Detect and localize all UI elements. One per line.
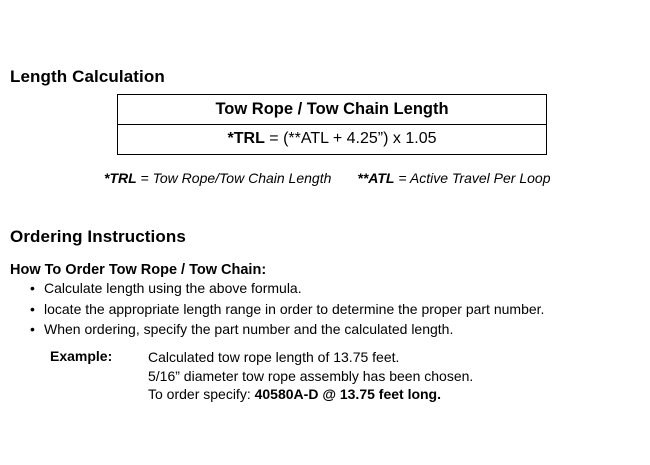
formula-table-header-row bbox=[118, 95, 547, 125]
length-calculation-heading: Length Calculation bbox=[10, 67, 165, 87]
ordering-instructions-heading: Ordering Instructions bbox=[10, 227, 186, 247]
formula-table bbox=[117, 94, 547, 155]
example-label: Example: bbox=[50, 348, 113, 364]
example-body bbox=[148, 348, 473, 404]
list-item: • When ordering, specify the part number and the calculated length. bbox=[30, 321, 630, 338]
list-item: • Calculate length using the above formula. bbox=[30, 280, 630, 297]
example-line-1: Calculated tow rope length of 13.75 feet. bbox=[148, 349, 400, 365]
formula-legend bbox=[104, 170, 614, 186]
example-line-2: 5/16” diameter tow rope assembly has been chosen. bbox=[148, 367, 474, 384]
formula-table-title: Tow Rope / Tow Chain Length bbox=[118, 95, 547, 125]
legend-trl-term: *TRL bbox=[104, 170, 137, 186]
example-part-number: 40580A-D @ 13.75 feet long. bbox=[254, 386, 441, 402]
formula-cell bbox=[118, 125, 547, 155]
how-to-order-subtitle: How To Order Tow Rope / Tow Chain: bbox=[10, 262, 267, 278]
legend-trl-definition: = Tow Rope/Tow Chain Length bbox=[136, 170, 332, 186]
legend-atl-term: **ATL bbox=[357, 170, 395, 186]
formula-expression: = (**ATL + 4.25”) x 1.05 bbox=[264, 130, 437, 147]
ordering-steps-list bbox=[30, 280, 630, 342]
formula-table-body-row bbox=[118, 125, 547, 155]
list-item: • locate the appropriate length range in order to determine the proper part number. bbox=[30, 301, 630, 318]
example-line-3 bbox=[148, 385, 473, 404]
legend-atl-definition: = Active Travel Per Loop bbox=[394, 170, 551, 186]
formula-trl-term: *TRL bbox=[227, 130, 265, 147]
example-order-prefix: To order specify: bbox=[148, 386, 255, 402]
